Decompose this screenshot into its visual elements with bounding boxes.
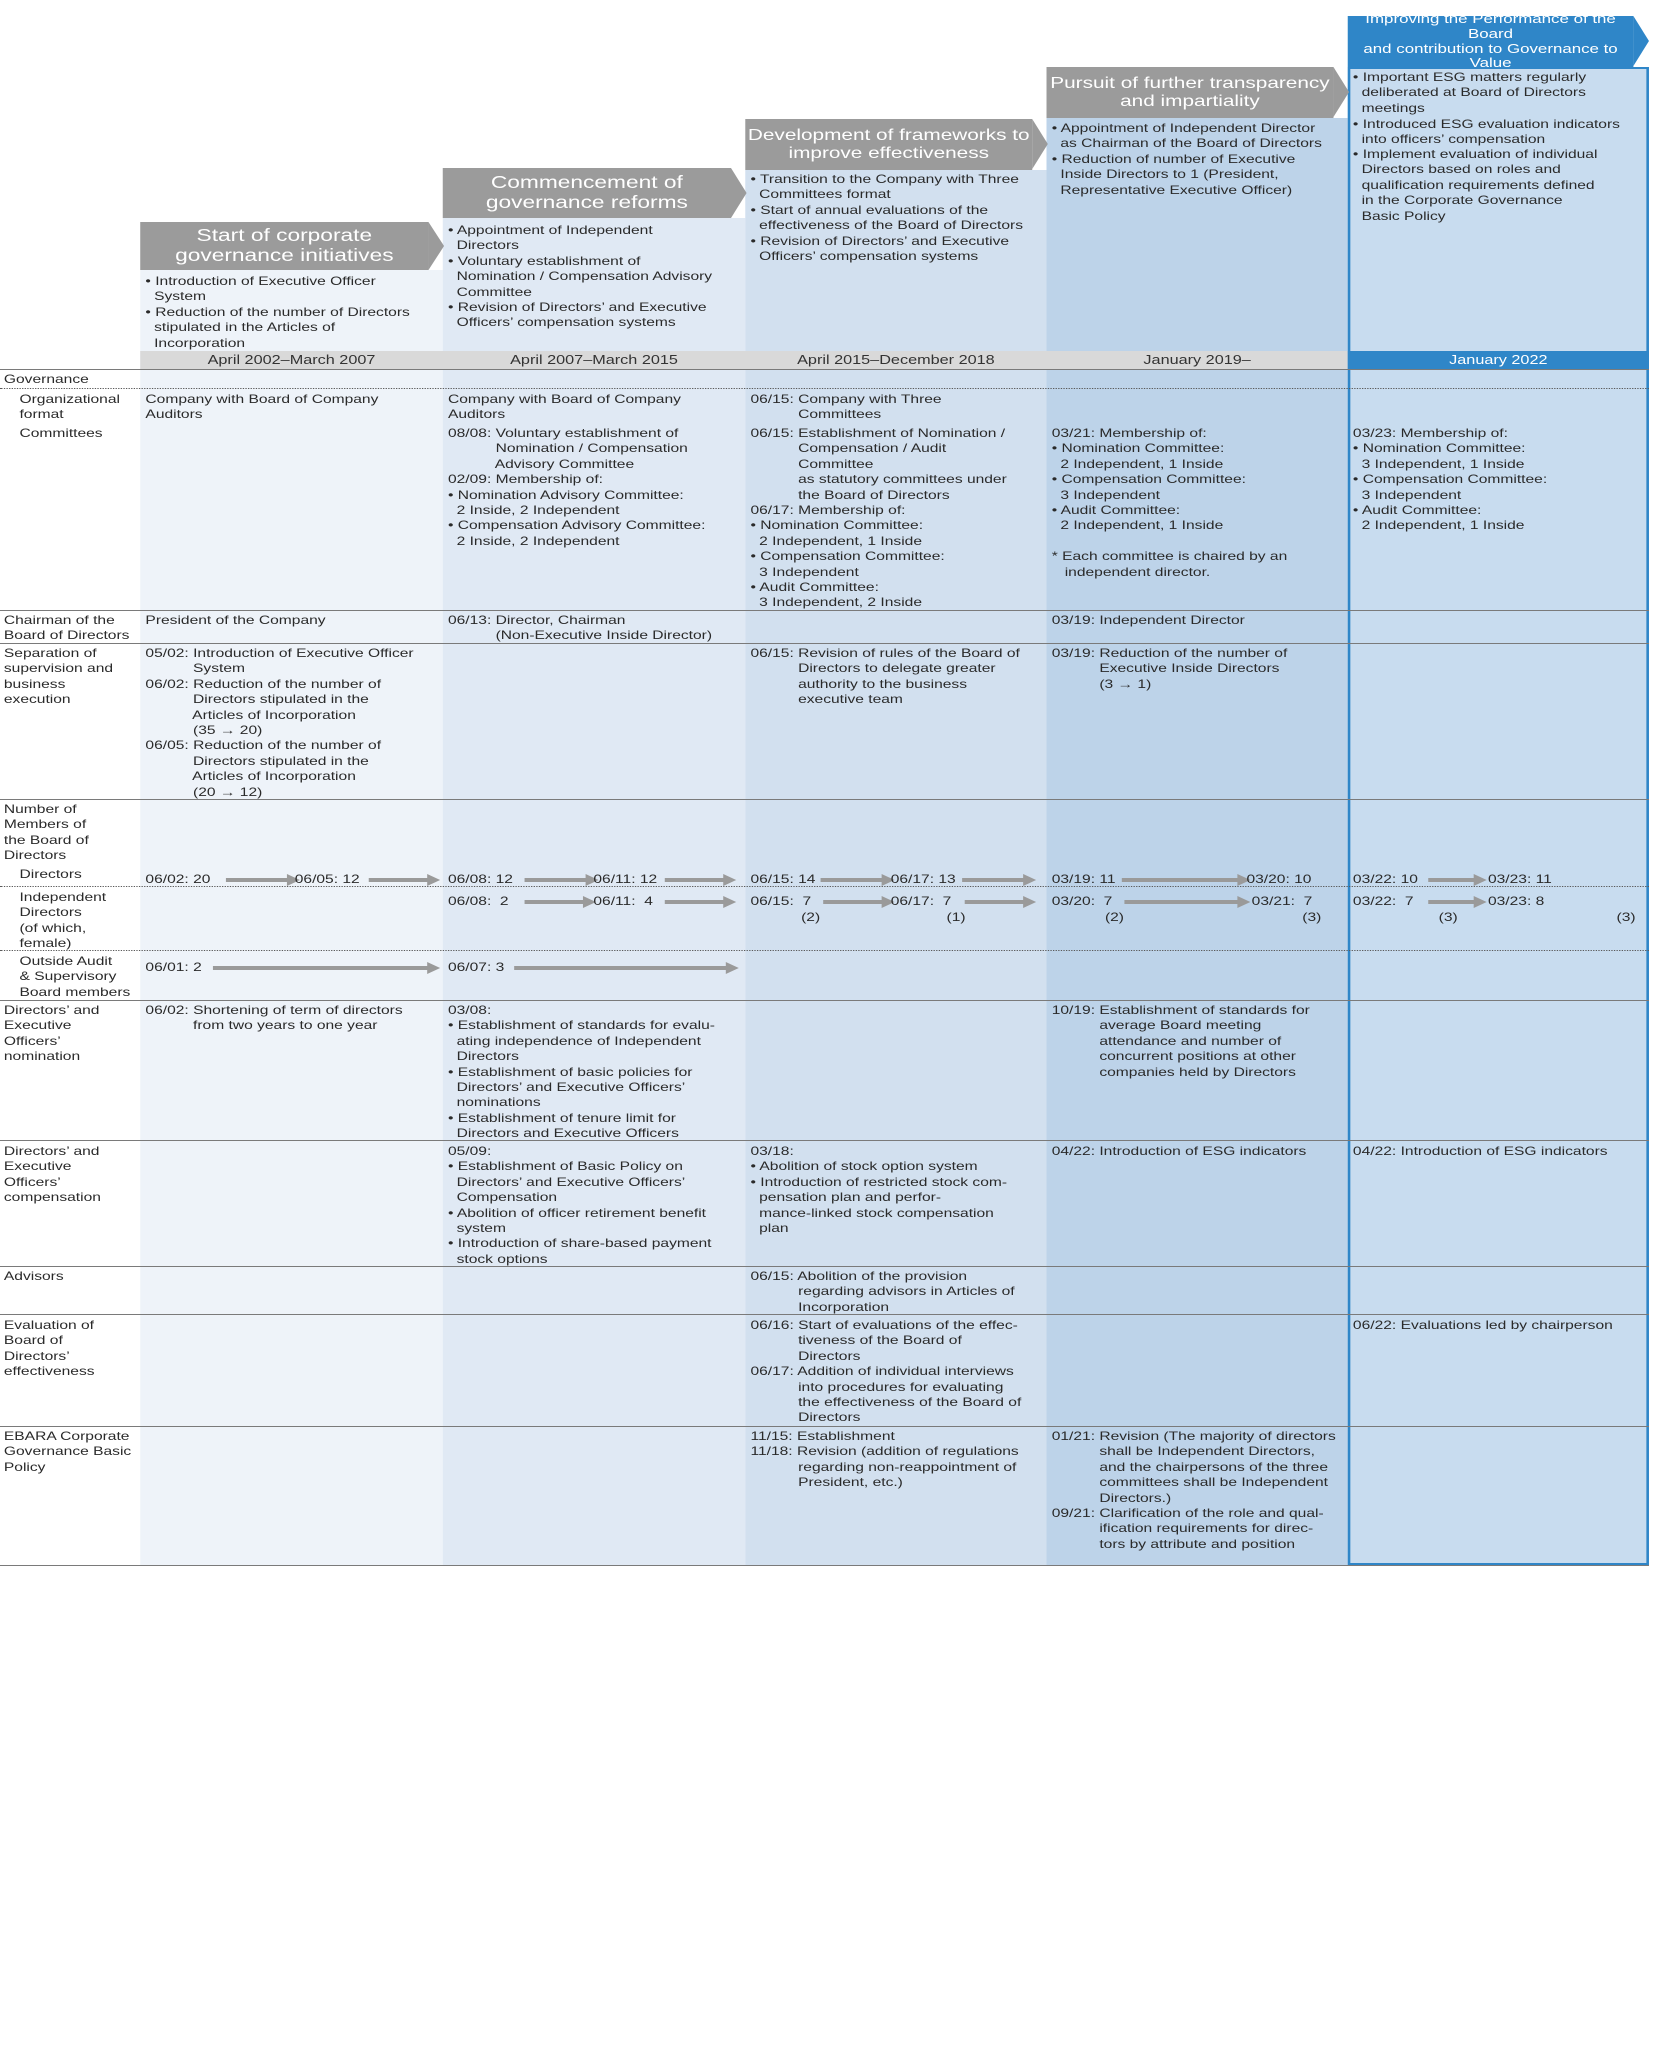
phase-1-bullet: • Reduction of the number of Directors stipulated in the Articles of Incorporation xyxy=(145,305,410,350)
period-label-2: April 2007–March 2015 xyxy=(510,353,678,367)
phase-header-1 xyxy=(140,222,428,270)
female-count: (2) xyxy=(801,910,821,924)
phase-2-bullet: • Voluntary establishment of Nomination / Compensation Advisory Committee xyxy=(447,254,713,299)
row-label-directors: Directors xyxy=(19,867,82,881)
directors-value: 03/22: 10 xyxy=(1352,872,1418,886)
independent-value: 03/22: 7 xyxy=(1352,894,1414,908)
phase-header-4 xyxy=(1047,67,1334,118)
divider xyxy=(0,1565,1649,1566)
phase-title-line: governance initiatives xyxy=(175,245,394,265)
phase-2-bullet: • Appointment of Independent Directors xyxy=(447,223,653,253)
directors-value: 06/05: 12 xyxy=(294,872,360,886)
outside-audit-value: 06/01: 2 xyxy=(145,960,202,974)
phase-title-line: and impartiality xyxy=(1120,92,1260,110)
phase-title-line: Start of corporate xyxy=(196,225,373,246)
growth-arrow xyxy=(965,900,1025,904)
female-count: (3) xyxy=(1616,910,1636,924)
phase-4-bullet: • Appointment of Independent Director as Chairman of the Board of Directors xyxy=(1051,121,1322,151)
growth-arrow xyxy=(1428,900,1475,904)
independent-value: 06/11: 4 xyxy=(593,894,653,908)
divider xyxy=(0,1140,1649,1141)
cell-basic-policy-3: 11/15: Establishment 11/18: Revision (addition of regulations regarding non-reappointment of President, etc.) xyxy=(750,1429,1019,1490)
cell-separation-4: 03/19: Reduction of the number of Executive Inside Directors (3 → 1) xyxy=(1051,646,1288,691)
growth-arrow xyxy=(665,878,725,882)
cell-committees-3: 06/15: Establishment of Nomination / Compensation / Audit Committee as statutory committees under the Board of Directors 06/17: Membership of: • Nomination Committee: 2 Independent, 1 Inside • Compensation Committee: 3 Independent • Audit Committee: 3 Independent, 2 Inside xyxy=(750,426,1007,610)
cell-committees-2: 08/08: Voluntary establishment of Nomination / Compensation Advisory Committee 02/09: Membership of: • Nomination Advisory Committee: 2 Inside, 2 Independent • Compensation Advisory Committee: 2 Inside, 2 Independent xyxy=(447,426,706,548)
phase-5-bullet: • Introduced ESG evaluation indicators into officers’ compensation xyxy=(1352,117,1620,147)
female-count: (2) xyxy=(1104,910,1124,924)
row-label-separation: Separation of supervision and business execution xyxy=(3,646,114,707)
row-label-committees: Committees xyxy=(19,426,103,440)
directors-value: 06/15: 14 xyxy=(750,872,816,886)
cell-org-format-1: Company with Board of Company Auditors xyxy=(145,392,379,422)
cell-committees-5: 03/23: Membership of: • Nomination Committee: 3 Independent, 1 Inside • Compensation Committee: 3 Independent • Audit Committee: 2 Independent, 1 Inside xyxy=(1352,426,1548,533)
phase-4-bullet: • Reduction of number of Executive Inside Directors to 1 (President, Representative Executive Officer) xyxy=(1051,152,1296,197)
growth-arrow xyxy=(665,900,725,904)
independent-value: 03/23: 8 xyxy=(1487,894,1545,908)
column-band-1 xyxy=(140,270,443,1566)
independent-value: 06/17: 7 xyxy=(890,894,952,908)
independent-value: 03/20: 7 xyxy=(1051,894,1113,908)
growth-arrow xyxy=(213,966,429,970)
row-label-nomination: Directors’ and Executive Officers’ nomination xyxy=(3,1003,100,1064)
growth-arrow xyxy=(226,878,288,882)
row-label-governance: Governance xyxy=(3,372,89,386)
cell-evaluation-5: 06/22: Evaluations led by chairperson xyxy=(1352,1318,1613,1332)
phase-3-bullet: • Revision of Directors’ and Executive Officers’ compensation systems xyxy=(750,234,1010,264)
phase-arrow-4 xyxy=(1333,67,1349,117)
row-label-evaluation: Evaluation of Board of Directors’ effectiveness xyxy=(3,1318,95,1379)
highlight-frame xyxy=(1348,67,1649,1565)
cell-separation-3: 06/15: Revision of rules of the Board of Directors to delegate greater authority to the business executive team xyxy=(750,646,1020,707)
outside-audit-value: 06/07: 3 xyxy=(447,960,505,974)
growth-arrow xyxy=(514,966,727,970)
phase-title-line: governance reforms xyxy=(485,192,688,212)
female-count: (3) xyxy=(1302,910,1322,924)
cell-nomination-2: 03/08: • Establishment of standards for evalu- ating independence of Independent Directors • Establishment of basic policies for Directors’ and Executive Officers’ nominations • Establishment of tenure limit for Directors and Executive Officers xyxy=(447,1003,715,1141)
phase-2-bullet: • Revision of Directors’ and Executive Officers’ compensation systems xyxy=(447,300,707,330)
cell-nomination-4: 10/19: Establishment of standards for average Board meeting attendance and number of concurrent positions at other companies held by Directors xyxy=(1051,1003,1310,1079)
growth-arrow xyxy=(525,878,587,882)
directors-value: 06/08: 12 xyxy=(447,872,513,886)
phase-arrow-5 xyxy=(1633,16,1649,66)
row-label-independent-directors: Independent Directors (of which, female) xyxy=(19,890,107,951)
period-label-5: January 2022 xyxy=(1449,353,1548,367)
independent-value: 06/15: 7 xyxy=(750,894,812,908)
phase-arrow-3 xyxy=(1032,119,1048,169)
divider xyxy=(0,369,1649,370)
period-label-1: April 2002–March 2007 xyxy=(207,353,376,367)
cell-chairman-1: President of the Company xyxy=(145,613,326,627)
independent-value: 06/08: 2 xyxy=(447,894,509,908)
period-label-4: January 2019– xyxy=(1143,353,1251,367)
phase-title-line: Development of frameworks to xyxy=(747,126,1030,144)
phase-arrow-2 xyxy=(731,168,747,218)
growth-arrow xyxy=(525,900,585,904)
phase-header-3 xyxy=(745,119,1032,170)
cell-evaluation-3: 06/16: Start of evaluations of the effec- tiveness of the Board of Directors 06/17: Addition of individual interviews into procedures for evaluating the effectiveness of the Board of Directors xyxy=(750,1318,1022,1425)
phase-title-line: Pursuit of further transparency xyxy=(1050,74,1330,92)
cell-committees-4: 03/21: Membership of: • Nomination Committee: 2 Independent, 1 Inside • Compensation Committee: 3 Independent • Audit Committee: 2 Independent, 1 Inside * Each committee is chaired by an independent director. xyxy=(1051,426,1288,579)
row-label-chairman: Chairman of the Board of Directors xyxy=(3,613,130,643)
phase-3-bullet: • Transition to the Company with Three Committees format xyxy=(750,172,1019,202)
directors-value: 06/11: 12 xyxy=(593,872,658,886)
cell-org-format-2: Company with Board of Company Auditors xyxy=(447,392,681,422)
divider xyxy=(0,1426,1649,1427)
growth-arrow xyxy=(962,878,1024,882)
phase-header-5 xyxy=(1348,11,1634,71)
phase-5-bullet: • Important ESG matters regularly deliberated at Board of Directors meetings xyxy=(1352,70,1587,115)
female-count: (1) xyxy=(946,910,966,924)
growth-arrow xyxy=(1428,878,1475,882)
row-label-outside-audit: Outside Audit & Supervisory Board members xyxy=(19,954,131,999)
cell-advisors-3: 06/15: Abolition of the provision regarding advisors in Articles of Incorporation xyxy=(750,1269,1015,1314)
growth-arrow xyxy=(823,900,883,904)
phase-1-bullet: • Introduction of Executive Officer System xyxy=(145,274,376,304)
phase-title-line: and contribution to Governance to Value xyxy=(1363,40,1618,71)
directors-value: 03/20: 10 xyxy=(1246,872,1312,886)
independent-value: 03/21: 7 xyxy=(1251,894,1313,908)
row-label-organizational-format: Organizational format xyxy=(19,392,120,422)
directors-value: 03/23: 11 xyxy=(1487,872,1552,886)
female-count: (3) xyxy=(1438,910,1458,924)
cell-compensation-5: 04/22: Introduction of ESG indicators xyxy=(1352,1144,1608,1158)
phase-3-bullet: • Start of annual evaluations of the effectiveness of the Board of Directors xyxy=(750,203,1023,233)
cell-chairman-4: 03/19: Independent Director xyxy=(1051,613,1245,627)
row-label-basic-policy: EBARA Corporate Governance Basic Policy xyxy=(3,1429,132,1474)
cell-compensation-2: 05/09: • Establishment of Basic Policy on Directors’ and Executive Officers’ Compensation • Abolition of officer retirement benefit system • Introduction of share-based payment stock options xyxy=(447,1144,712,1266)
cell-separation-1: 05/02: Introduction of Executive Officer System 06/02: Reduction of the number of Directors stipulated in the Articles of Incorporation (35 → 20) 06/05: Reduction of the number of Directors stipulated in the Articles of Incorporation (20 → 12) xyxy=(145,646,414,799)
divider xyxy=(0,1000,1649,1001)
phase-title-line: Improving the Performance of the Board xyxy=(1365,11,1616,41)
row-label-compensation: Directors’ and Executive Officers’ compensation xyxy=(3,1144,101,1205)
directors-value: 03/19: 11 xyxy=(1051,872,1116,886)
divider-dotted xyxy=(0,950,1649,951)
growth-arrow xyxy=(1122,878,1239,882)
cell-compensation-3: 03/18: • Abolition of stock option system • Introduction of restricted stock com- pensation plan and perfor- mance-linked stock compensation plan xyxy=(750,1144,1008,1236)
period-label-3: April 2015–December 2018 xyxy=(797,353,995,367)
phase-header-2 xyxy=(443,168,731,218)
phase-arrow-1 xyxy=(428,222,444,270)
directors-value: 06/17: 13 xyxy=(890,872,956,886)
growth-arrow xyxy=(369,878,429,882)
phase-title-line: improve effectiveness xyxy=(788,144,990,162)
cell-chairman-2: 06/13: Director, Chairman (Non-Executive Inside Director) xyxy=(447,613,713,643)
phase-title-line: Commencement of xyxy=(490,172,683,193)
divider-dotted xyxy=(0,388,1649,389)
divider xyxy=(0,1266,1649,1267)
phase-5-bullet: • Implement evaluation of individual Directors based on roles and qualification requirements defined in the Corporate Governance Basic Policy xyxy=(1352,147,1598,223)
column-band-4 xyxy=(1047,118,1348,1566)
cell-org-format-3: 06/15: Company with Three Committees xyxy=(750,392,942,422)
directors-value: 06/02: 20 xyxy=(145,872,211,886)
cell-basic-policy-4: 01/21: Revision (The majority of directors shall be Independent Directors, and the chairpersons of the three committees shall be Independent Directors.) 09/21: Clarification of the role and qual- ification requirements for direc- tors by attribute and position xyxy=(1051,1429,1336,1551)
cell-nomination-1: 06/02: Shortening of term of directors from two years to one year xyxy=(145,1003,403,1033)
row-label-members: Number of Members of the Board of Directors xyxy=(3,802,89,863)
cell-compensation-4: 04/22: Introduction of ESG indicators xyxy=(1051,1144,1307,1158)
growth-arrow xyxy=(821,878,883,882)
row-label-advisors: Advisors xyxy=(3,1269,64,1283)
growth-arrow xyxy=(1124,900,1238,904)
divider xyxy=(0,643,1649,644)
